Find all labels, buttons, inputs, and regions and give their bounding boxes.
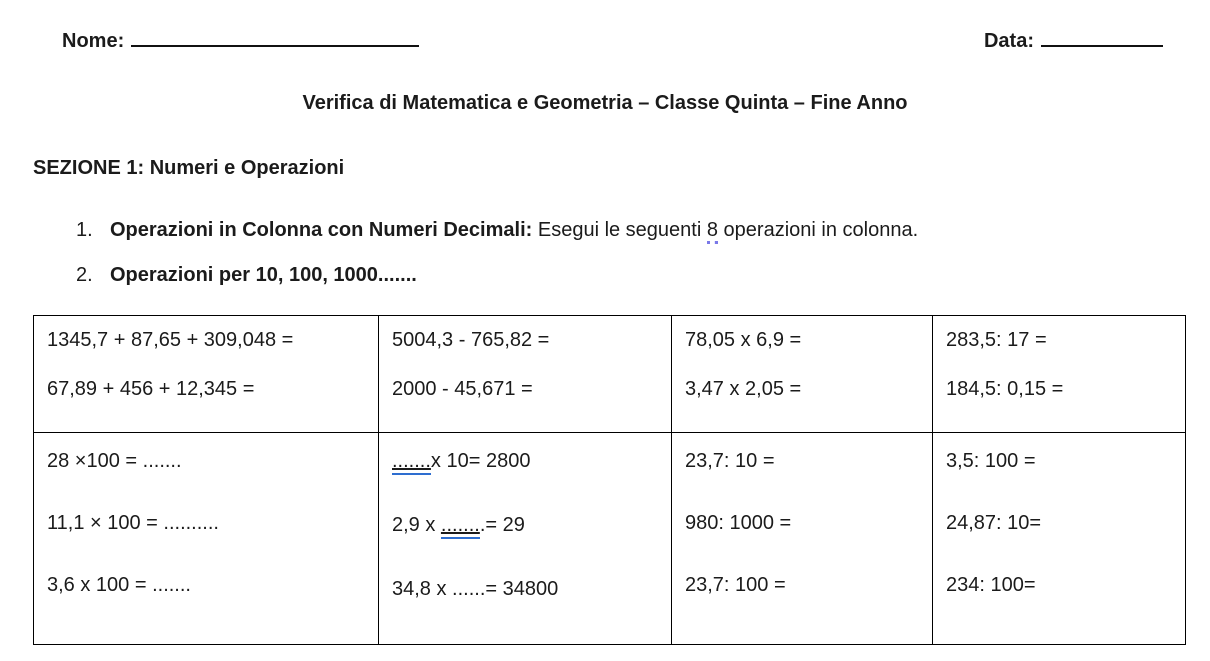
task-item-2: [0, 264, 1210, 287]
cell-subtraction: [379, 316, 672, 433]
name-label: Nome:: [62, 30, 125, 52]
fill-in-blank: .......: [392, 451, 431, 475]
exercise: 24,87: 10=: [946, 512, 1042, 534]
page-title: Verifica di Matematica e Geometria – Classe Quinta – Fine Anno: [302, 92, 908, 114]
cell-times-100: [34, 433, 379, 645]
task-text-pre: Esegui le seguenti: [532, 219, 707, 241]
exercise-pre: 2,9 x: [392, 514, 441, 536]
exercise: [392, 450, 663, 475]
date-field: [984, 25, 1163, 53]
header: [0, 0, 1210, 53]
exercise: 2000 - 45,671 =: [392, 378, 533, 400]
task-number: 2.: [76, 264, 93, 286]
exercise: 23,7: 10 =: [685, 450, 775, 472]
exercise: 34,8 x ......= 34800: [392, 578, 559, 600]
cell-addition: [34, 316, 379, 433]
date-blank-line: [1041, 25, 1163, 47]
exercise: 23,7: 100 =: [685, 574, 786, 596]
task-bold-label: Operazioni in Colonna con Numeri Decimali:: [110, 219, 533, 241]
exercise-rest: .= 29: [479, 514, 525, 536]
task-number: 1.: [76, 219, 93, 241]
exercise: 11,1 × 100 = ..........: [47, 512, 219, 534]
task-text: [110, 219, 918, 242]
exercise: 5004,3 - 765,82 =: [392, 329, 550, 351]
task-text-post: operazioni in colonna.: [717, 219, 919, 241]
cell-division: [933, 316, 1186, 433]
exercise: 283,5: 17 =: [946, 329, 1047, 351]
exercise-rest: x 10= 2800: [430, 450, 531, 472]
task-item-1: [0, 219, 1210, 242]
exercise: 78,05 x 6,9 =: [685, 329, 802, 351]
cell-divide-10-100: [933, 433, 1186, 645]
section-heading: SEZIONE 1: Numeri e Operazioni: [33, 157, 345, 179]
exercise: 184,5: 0,15 =: [946, 378, 1064, 400]
cell-divide-10-100-1000: [672, 433, 933, 645]
exercise: [392, 514, 663, 539]
exercise: 28 ×100 = .......: [47, 450, 182, 472]
fill-in-blank: .......: [441, 515, 480, 539]
exercises-table: [33, 315, 1186, 645]
grammar-underlined-number: 8: [707, 219, 718, 244]
exercise: 234: 100=: [946, 574, 1036, 596]
date-label: Data:: [983, 30, 1034, 52]
cell-multiplication: [672, 316, 933, 433]
cell-missing-factor: [379, 433, 672, 645]
table-row: [34, 433, 1186, 645]
task-bold-label: Operazioni per 10, 100, 1000.......: [110, 264, 417, 286]
exercise: 1345,7 + 87,65 + 309,048 =: [47, 329, 294, 351]
exercise: 980: 1000 =: [685, 512, 792, 534]
name-field: [62, 25, 419, 53]
exercise: 3,47 x 2,05 =: [685, 378, 802, 400]
exercise: 3,5: 100 =: [946, 450, 1036, 472]
exercise: 3,6 x 100 = .......: [47, 574, 191, 596]
task-text: [110, 264, 417, 287]
task-list: [0, 219, 1210, 287]
exercise: 67,89 + 456 + 12,345 =: [47, 378, 255, 400]
table-row: [34, 316, 1186, 433]
name-blank-line: [131, 25, 419, 47]
